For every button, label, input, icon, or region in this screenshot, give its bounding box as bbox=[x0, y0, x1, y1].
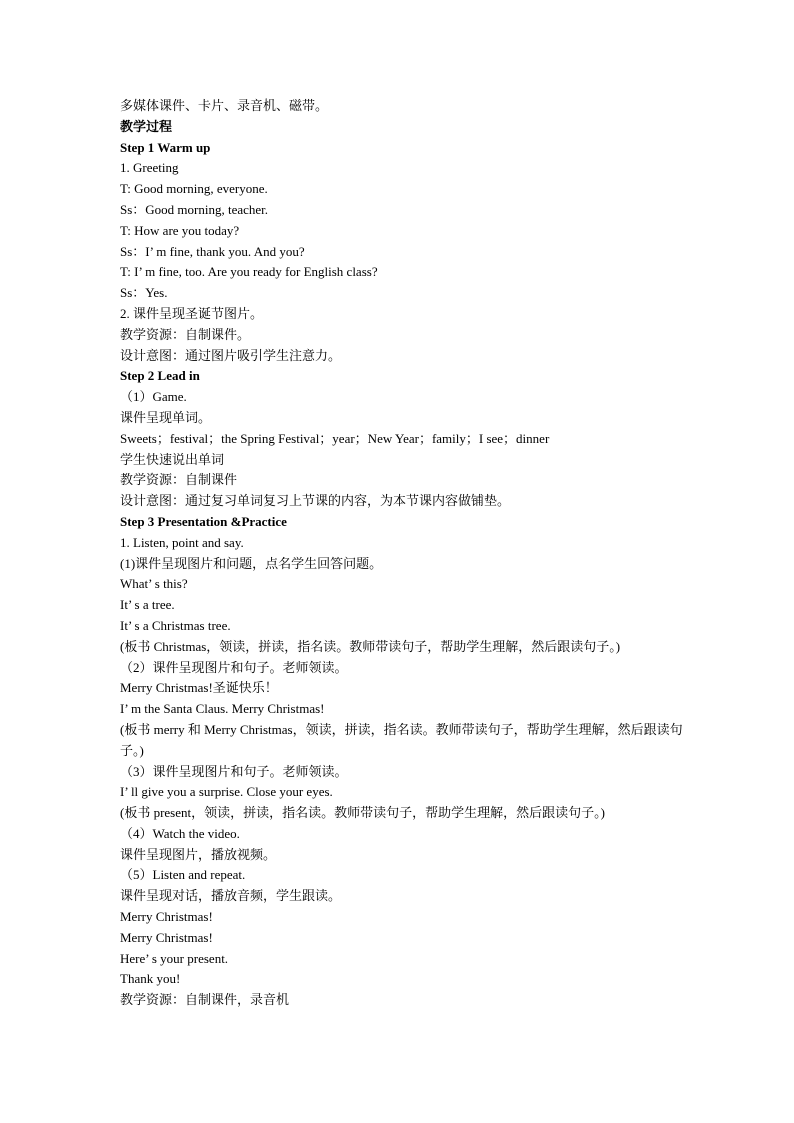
text-line: 课件呈现单词。 bbox=[120, 409, 212, 425]
text-line: Merry Christmas! bbox=[120, 929, 213, 945]
section-heading: Step 3 Presentation &Practice bbox=[120, 513, 287, 529]
text-line: (板书 Christmas，领读，拼读，指名读。教师带读句子，帮助学生理解，然后跟读句子。) bbox=[120, 638, 621, 654]
text-line: (板书 present，领读，拼读，指名读。教师带读句子，帮助学生理解，然后跟读句子。) bbox=[120, 805, 605, 821]
text-line: 教学资源：自制课件，录音机 bbox=[120, 992, 290, 1008]
text-line: 1. Greeting bbox=[120, 160, 179, 176]
text-line: 教学资源：自制课件 bbox=[120, 472, 238, 488]
text-line: （2）课件呈现图片和句子。老师领读。 bbox=[120, 659, 348, 675]
section-heading: Step 1 Warm up bbox=[120, 139, 211, 155]
text-line: It’ s a Christmas tree. bbox=[120, 617, 231, 633]
text-line: 多媒体课件、卡片、录音机、磁带。 bbox=[120, 98, 329, 113]
text-line: Thank you! bbox=[120, 971, 181, 987]
text-line: 学生快速说出单词 bbox=[120, 451, 225, 467]
text-line: 2. 课件呈现圣诞节图片。 bbox=[120, 305, 264, 321]
text-line: 设计意图：通过图片吸引学生注意力。 bbox=[120, 347, 342, 363]
text-line: 1. Listen, point and say. bbox=[120, 534, 244, 550]
text-line: What’ s this? bbox=[120, 576, 188, 592]
text-line: Ss：Yes. bbox=[120, 285, 168, 301]
text-line: T: Good morning, everyone. bbox=[120, 181, 268, 197]
text-line: 教学资源：自制课件。 bbox=[120, 326, 251, 342]
text-line: （4）Watch the video. bbox=[120, 825, 240, 841]
text-line: Sweets；festival；the Spring Festival；year；New Year；family；I see；dinner bbox=[120, 430, 550, 446]
text-line: T: How are you today? bbox=[120, 222, 240, 238]
text-line: Here’ s your present. bbox=[120, 950, 229, 966]
text-line: It’ s a tree. bbox=[120, 597, 175, 613]
text-line: I’ m the Santa Claus. Merry Christmas! bbox=[120, 701, 325, 717]
text-line: (1)课件呈现图片和问题，点名学生回答问题。 bbox=[120, 555, 383, 571]
text-line: I’ ll give you a surprise. Close your eyes. bbox=[120, 784, 333, 800]
text-line: Ss：Good morning, teacher. bbox=[120, 201, 269, 217]
text-line: Merry Christmas! bbox=[120, 909, 213, 925]
text-line: 设计意图：通过复习单词复习上节课的内容，为本节课内容做铺垫。 bbox=[120, 493, 511, 509]
section-heading: Step 2 Lead in bbox=[120, 368, 200, 384]
text-line: T: I’ m fine, too. Are you ready for English class? bbox=[120, 264, 378, 280]
text-line: （1）Game. bbox=[120, 389, 187, 405]
text-line: Ss：I’ m fine, thank you. And you? bbox=[120, 243, 305, 259]
text-line: Merry Christmas!圣诞快乐！ bbox=[120, 680, 278, 696]
text-line: 课件呈现图片，播放视频。 bbox=[120, 846, 277, 862]
text-line: (板书 merry 和 Merry Christmas，领读，拼读，指名读。教师带读句子，帮助学生理解，然后跟读句子。) bbox=[120, 721, 683, 758]
section-heading: 教学过程 bbox=[120, 118, 173, 134]
text-line: （5）Listen and repeat. bbox=[120, 867, 246, 883]
text-line: 课件呈现对话，播放音频，学生跟读。 bbox=[120, 888, 342, 904]
document-body bbox=[120, 96, 690, 1011]
text-line: （3）课件呈现图片和句子。老师领读。 bbox=[120, 763, 348, 779]
